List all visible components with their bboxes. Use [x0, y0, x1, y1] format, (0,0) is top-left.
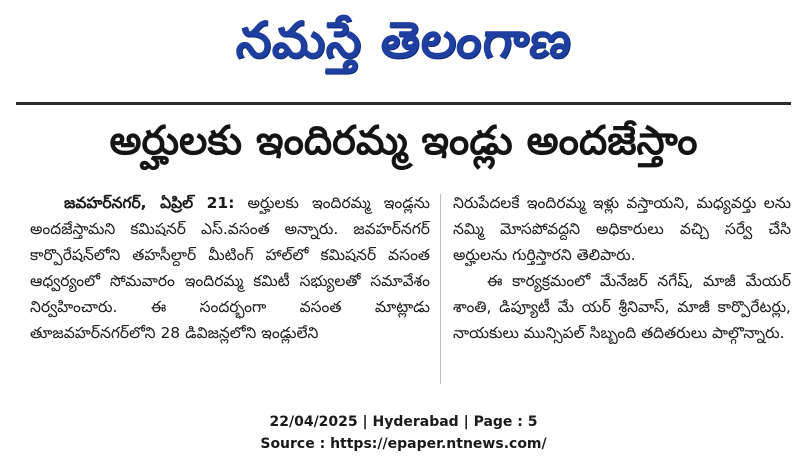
article-headline: అర్హులకు ఇందిరమ్మ ఇండ్లు అందజేస్తాం — [109, 118, 698, 164]
edition-info: 22/04/2025 | Hyderabad | Page : 5 — [269, 414, 538, 430]
column-divider — [440, 194, 441, 384]
article-paragraph-attendees: ఈ కార్యక్రమంలో మేనేజర్ నగేష్, మాజీ మేయర్ శాంతి, డిప్యూటీ మే యర్ శ్రీనివాస్, మాజీ కార్పొరేటర్లు, నాయకులు మున్సిపల్ సిబ్బంది తదితరులు పాల్గొన్నారు. — [453, 272, 791, 342]
source-link: Source : https://epaper.ntnews.com/ — [260, 436, 547, 452]
article-dateline: జవహర్‌నగర్, ఏప్రిల్ 21: — [64, 194, 235, 212]
masthead-logo-text: నమస్తే తెలంగాణ — [233, 10, 576, 69]
article-paragraph — [30, 190, 430, 346]
article-left-text: అర్హులకు ఇందిరమ్మ ఇండ్లను అందజేస్తామని కమిషనర్ ఎస్.వసంత అన్నారు. జవహర్‌నగర్ కార్పొరేషన్‌లోని తహసీల్దార్ మీటింగ్ హాల్‌లో కమిషనర్ వసంత ఆధ్వర్యంలో సోమవారం ఇందిరమ్మ కమిటీ సభ్యులతో సమావేశం నిర్వహించారు. ఈ సందర్భంగా వసంత మాట్లాడు తూజవహర్‌నగర్‌లోని 28 డివిజన్లలోని ఇండ్లులేని — [30, 194, 430, 342]
article-left-column — [30, 190, 430, 346]
newspaper-masthead — [0, 0, 807, 92]
article-paragraph-continued: నిరుపేదలకే ఇందిరమ్మ ఇళ్లు వస్తాయని, మధ్యవర్తు లను నమ్మి మోసపోవద్దని అధికారులు వచ్చి సర్వే చేసి అర్హులను గుర్తిస్తారని తెలిపారు. — [453, 194, 791, 264]
article-right-column — [453, 190, 791, 346]
